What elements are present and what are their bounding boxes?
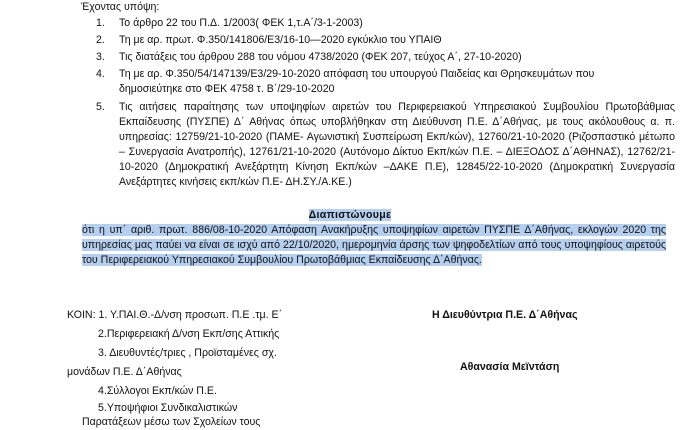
- decision-paragraph: [82, 223, 666, 269]
- decision-text: ότι η υπ΄ αριθ. πρωτ. 886/08-10-2020 Απόφαση Ανακήρυξης υποψηφίων αιρετών ΠΥΣΠΕ Δ΄Αθήνας, εκλογών 2020 της υπηρεσίας μας παύει να είναι σε ισχύ από 22/10/2020, ημερομηνία άρσης των ψηφοδελτίων από τους υποψηφίους αιρετούς του Περιφερειακού Υπηρεσιακού Συμβουλίου Πρωτοβάθμιας Εκπαίδευσης Δ΄Αθήνας.: [82, 224, 666, 267]
- list-item-number: 5.: [96, 101, 105, 113]
- list-item-number: 1.: [96, 17, 105, 29]
- signature-name: Αθανασία Μεϊντάση: [460, 361, 560, 373]
- list-item-number: 4.: [96, 68, 105, 80]
- list-item: Τη με αρ. πρωτ. Φ.350/141806/Ε3/16-10—2020 εγκύκλιο του ΥΠΑΙΘ: [119, 34, 442, 46]
- list-item: Τις αιτήσεις παραίτησης των υποψηφίων αιρετών του Περιφερειακού Υπηρεσιακού Συμβουλίου Πρωτοβάθμιας Εκπαίδευσης (ΠΥΣΠΕ) Δ΄ Αθήνας όπως υποβλήθηκαν στη Διεύθυνση Π.Ε. Δ΄Αθήνας, με τους ακόλουθους α. π. υπηρεσίας: 12759/21-10-2020 (ΠΑΜΕ- Αγωνιστική Συσπείρωση Εκπ/κών), 12760/21-10-2020 (Ριζοσπαστικό μέτωπο – Συνεργασία Ανατροπής), 12761/21-10-2020 (Αυτόνομο Δίκτυο Εκπ/κών Π.Ε. – ΔΙΕΞΟΔΟΣ Δ΄ΑΘΗΝΑΣ), 12762/21-10-2020 (Δημοκρατική Ανεξάρτητη Κίνηση Εκπ/κών –ΔΑΚΕ Π.Ε), 12845/22-10-2020 (Δημοκρατική Συνεργασία Ανεξάρτητες κινήσεις εκπ/κών Π.Ε- ΔΗ.ΣΥ./Α.ΚΕ.): [119, 101, 675, 188]
- considerations-intro: Έχοντας υπόψη:: [81, 1, 160, 13]
- distribution-item: 4.Σύλλογοι Εκπ/κών Π.Ε.: [98, 385, 217, 397]
- list-item-number: 3.: [96, 51, 105, 63]
- list-item: Το άρθρο 22 του Π.Δ. 1/2003( ΦΕΚ 1,τ.Α΄/3-1-2003): [119, 17, 363, 29]
- signature-title: Η Διευθύντρια Π.Ε. Δ΄Αθήνας: [432, 309, 578, 321]
- list-item-number: 2.: [96, 34, 105, 46]
- distribution-item: ΚΟΙΝ: 1. Υ.ΠΑΙ.Θ.-Δ/νση προσωπ. Π.Ε .τμ. Ε΄: [67, 309, 283, 321]
- decision-heading: [0, 208, 700, 223]
- decision-heading-text: Διαπιστώνουμε: [308, 209, 392, 221]
- distribution-item: μονάδων Π.Ε. Δ΄Αθήνας: [67, 366, 182, 378]
- distribution-item: 3. Διευθυντές/τριες , Προϊσταμένες σχ.: [98, 347, 277, 359]
- list-item: Τη με αρ. Φ.350/54/147139/Ε3/29-10-2020 απόφαση του υπουργού Παιδείας και Θρησκευμάτων που δημοσιεύτηκε στο ΦΕΚ 4758 τ. Β΄/29-10-2020: [119, 68, 595, 95]
- list-item: Τις διατάξεις του άρθρου 288 του νόμου 4738/2020 (ΦΕΚ 207, τεύχος Α΄, 27-10-2020): [119, 51, 522, 63]
- distribution-item: 5.Υποψήφιοι Συνδικαλιστικών: [98, 402, 238, 414]
- distribution-item: 2.Περιφερειακή Δ/νση Εκπ/σης Αττικής: [98, 328, 280, 340]
- distribution-item: Παρατάξεων μέσω των Σχολείων τους: [82, 416, 261, 428]
